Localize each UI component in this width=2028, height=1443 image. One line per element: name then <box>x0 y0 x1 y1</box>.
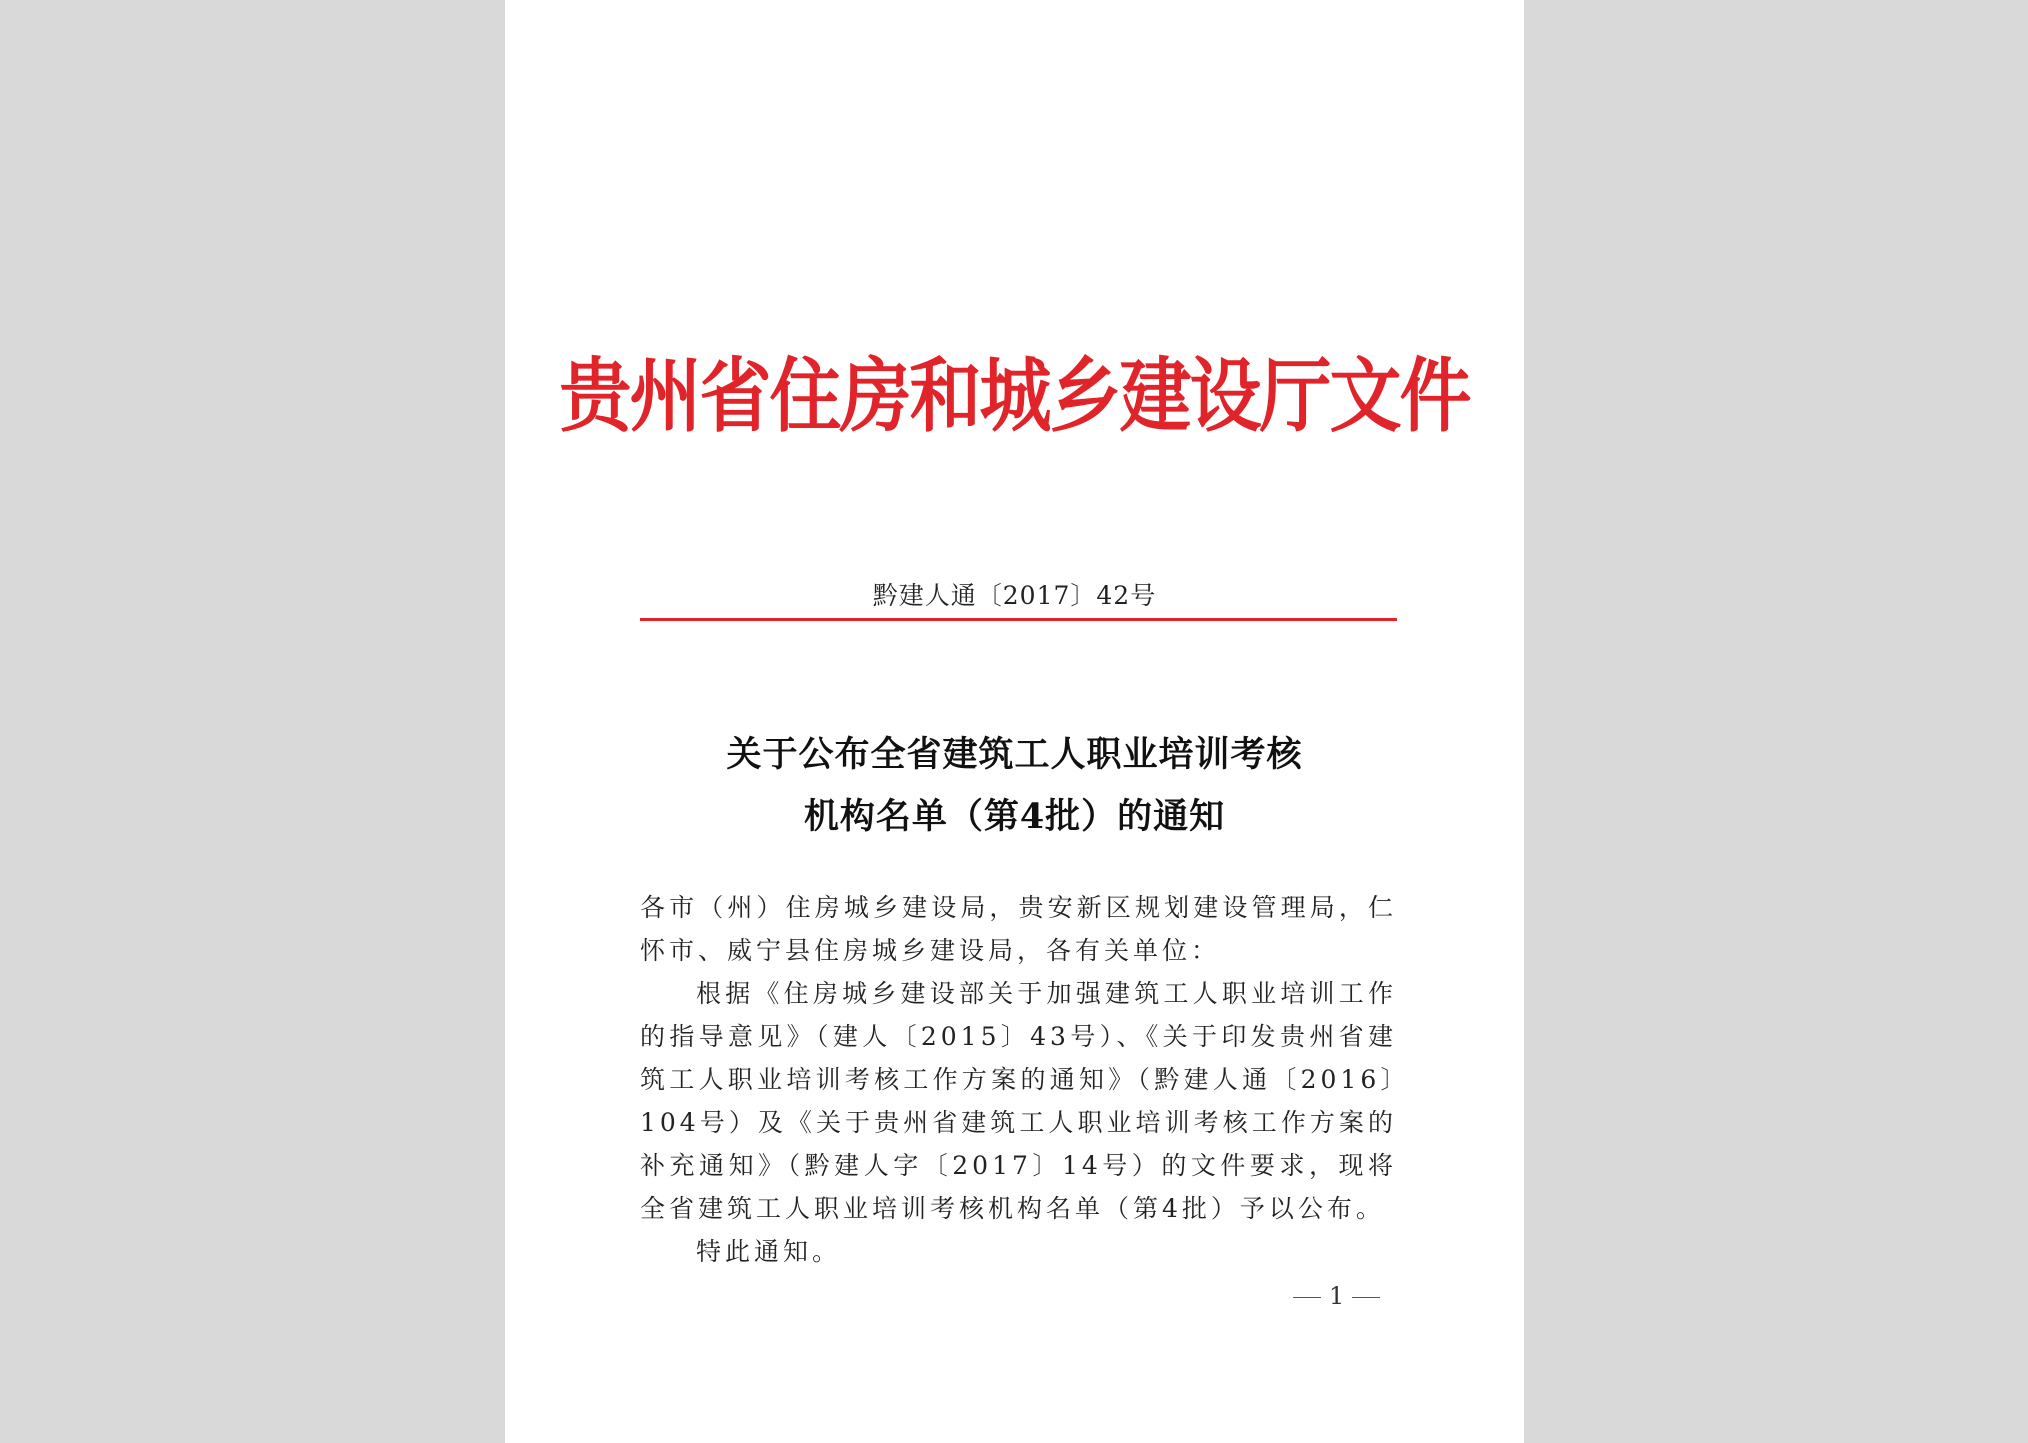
main-paragraph: 根据《住房城乡建设部关于加强建筑工人职业培训工作的指导意见》（建人〔2015〕43号）、《关于印发贵州省建筑工人职业培训考核工作方案的通知》（黔建人通〔2016〕104号）及《关于贵州省建筑工人职业培训考核工作方案的补充通知》（黔建人字〔2017〕14号）的文件要求，现将全省建筑工人职业培训考核机构名单（第4批）予以公布。 <box>640 979 1397 1223</box>
notice-title-line-1: 关于公布全省建筑工人职业培训考核 <box>726 734 1303 775</box>
notice-title <box>505 724 1524 848</box>
document-number: 黔建人通〔2017〕42号 <box>872 581 1157 610</box>
red-divider <box>640 618 1397 621</box>
closing-paragraph: 特此通知。 <box>696 1237 842 1266</box>
notice-title-line-2: 机构名单（第4批）的通知 <box>803 796 1226 837</box>
page-number <box>1285 1282 1388 1310</box>
page-number-dash-left <box>1293 1297 1321 1298</box>
addressee-paragraph: 各市（州）住房城乡建设局，贵安新区规划建设管理局，仁怀市、威宁县住房城乡建设局，各有关单位： <box>640 893 1397 965</box>
notice-body <box>640 886 1397 1273</box>
page-number-dash-right <box>1352 1297 1380 1298</box>
agency-title: 贵州省住房和城乡建设厅文件 <box>559 347 1470 444</box>
document-page <box>505 0 1524 1443</box>
page-number-value: 1 <box>1329 1282 1345 1310</box>
